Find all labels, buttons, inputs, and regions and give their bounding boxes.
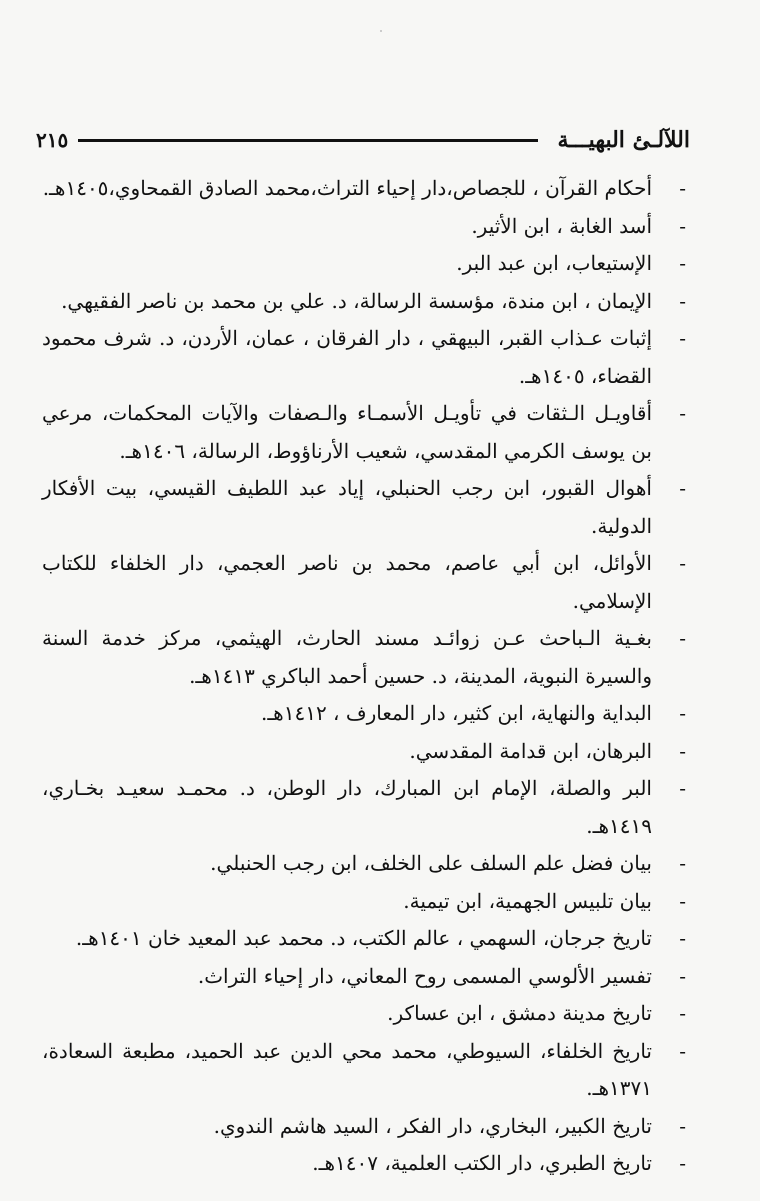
entry-dash: - bbox=[679, 888, 686, 913]
reference-entry bbox=[42, 245, 692, 283]
running-header bbox=[36, 120, 690, 160]
entry-text: البداية والنهاية، ابن كثير، دار المعارف ، ١٤١٢هـ. bbox=[260, 701, 652, 725]
entry-dash: - bbox=[679, 176, 686, 200]
reference-entry bbox=[42, 170, 692, 208]
entry-text: البرهان، ابن قدامة المقدسي. bbox=[409, 738, 652, 763]
entry-text: الأوائل، ابن أبي عاصم، محمد بن ناصر العجمي، دار الخلفاء للكتاب الإسلامي. bbox=[42, 551, 652, 613]
reference-entry bbox=[42, 620, 692, 695]
reference-entry bbox=[42, 283, 692, 321]
reference-entry bbox=[42, 545, 692, 620]
entry-text: إثبات عـذاب القبر، البيهقي ، دار الفرقان ، عمان، الأردن، د. شرف محمود القضاء، ١٤٠٥هـ. bbox=[42, 326, 652, 388]
entry-dash: - bbox=[679, 1151, 686, 1175]
reference-entry bbox=[42, 733, 692, 771]
entry-dash: - bbox=[679, 626, 686, 650]
entry-text: تاريخ جرجان، السهمي ، عالم الكتب، د. محمد عبد المعيد خان ١٤٠١هـ. bbox=[75, 926, 652, 950]
entry-text: بيان تلبيس الجهمية، ابن تيمية. bbox=[403, 888, 652, 913]
entry-text: بيان فضل علم السلف على الخلف، ابن رجب الحنبلي. bbox=[210, 851, 652, 875]
entry-text: أحكام القرآن ، للجصاص،دار إحياء التراث،محمد الصادق القمحاوي،١٤٠٥هـ. bbox=[42, 176, 652, 200]
entry-dash: - bbox=[679, 1001, 686, 1025]
reference-entry bbox=[42, 320, 692, 395]
header-rule bbox=[78, 139, 537, 142]
entry-dash: - bbox=[679, 288, 686, 313]
entry-dash: - bbox=[679, 851, 686, 875]
reference-entry bbox=[42, 770, 692, 845]
reference-entry bbox=[42, 920, 692, 958]
entry-text: تاريخ الطبري، دار الكتب العلمية، ١٤٠٧هـ. bbox=[312, 1151, 652, 1175]
entry-dash: - bbox=[679, 701, 686, 725]
entry-dash: - bbox=[679, 926, 686, 950]
entry-dash: - bbox=[679, 476, 686, 500]
entry-text: أسد الغابة ، ابن الأثير. bbox=[471, 213, 652, 238]
entry-dash: - bbox=[679, 1113, 686, 1138]
reference-entry bbox=[42, 395, 692, 470]
reference-entry bbox=[42, 883, 692, 921]
entry-dash: - bbox=[679, 251, 686, 275]
entry-text: أقاويـل الـثقات في تأويـل الأسمـاء والـصفات والآيات المحكمات، مرعي بن يوسف الكرمي المقدسي، شعيب الأرناؤوط، الرسالة، ١٤٠٦هـ. bbox=[42, 401, 652, 463]
entry-dash: - bbox=[679, 963, 686, 988]
entry-text: بغـية الـباحث عـن زوائـد مسند الحارث، الهيثمي، مركز خدمة السنة والسيرة النبوية، المدينة، د. حسين أحمد الباكري ١٤١٣هـ. bbox=[42, 626, 652, 688]
entry-text: البر والصلة، الإمام ابن المبارك، دار الوطن، د. محمـد سعيـد بخـاري، ١٤١٩هـ. bbox=[42, 776, 652, 838]
reference-entry bbox=[42, 208, 692, 246]
entry-dash: - bbox=[679, 326, 686, 350]
entry-text: الإيمان ، ابن مندة، مؤسسة الرسالة، د. علي بن محمد بن ناصر الفقيهي. bbox=[61, 288, 652, 313]
paper-speck bbox=[380, 30, 382, 32]
running-title: اللآلـئ البهيـــة bbox=[557, 127, 690, 153]
entry-dash: - bbox=[679, 401, 686, 425]
entry-dash: - bbox=[679, 738, 686, 763]
reference-entry bbox=[42, 1145, 692, 1183]
entry-text: تاريخ الكبير، البخاري، دار الفكر ، السيد هاشم الندوي. bbox=[213, 1113, 652, 1138]
entry-text: تاريخ الخلفاء، السيوطي، محمد محي الدين عبد الحميد، مطبعة السعادة، ١٣٧١هـ. bbox=[42, 1038, 652, 1100]
reference-entry bbox=[42, 470, 692, 545]
reference-entry bbox=[42, 1033, 692, 1108]
entry-text: أهوال القبور، ابن رجب الحنبلي، إياد عبد اللطيف القيسي، بيت الأفكار الدولية. bbox=[42, 476, 652, 538]
reference-entry bbox=[42, 845, 692, 883]
entry-dash: - bbox=[679, 776, 686, 800]
reference-entry bbox=[42, 958, 692, 996]
entry-text: تاريخ مدينة دمشق ، ابن عساكر. bbox=[387, 1001, 652, 1025]
reference-entry bbox=[42, 1108, 692, 1146]
references-list bbox=[42, 170, 692, 1183]
entry-dash: - bbox=[679, 551, 686, 575]
entry-text: الإستيعاب، ابن عبد البر. bbox=[456, 251, 652, 275]
entry-dash: - bbox=[679, 213, 686, 238]
entry-dash: - bbox=[679, 1038, 686, 1063]
reference-entry bbox=[42, 995, 692, 1033]
entry-text: تفسير الألوسي المسمى روح المعاني، دار إحياء التراث. bbox=[197, 963, 652, 988]
page-number: ٢١٥ bbox=[36, 128, 69, 152]
reference-entry bbox=[42, 695, 692, 733]
